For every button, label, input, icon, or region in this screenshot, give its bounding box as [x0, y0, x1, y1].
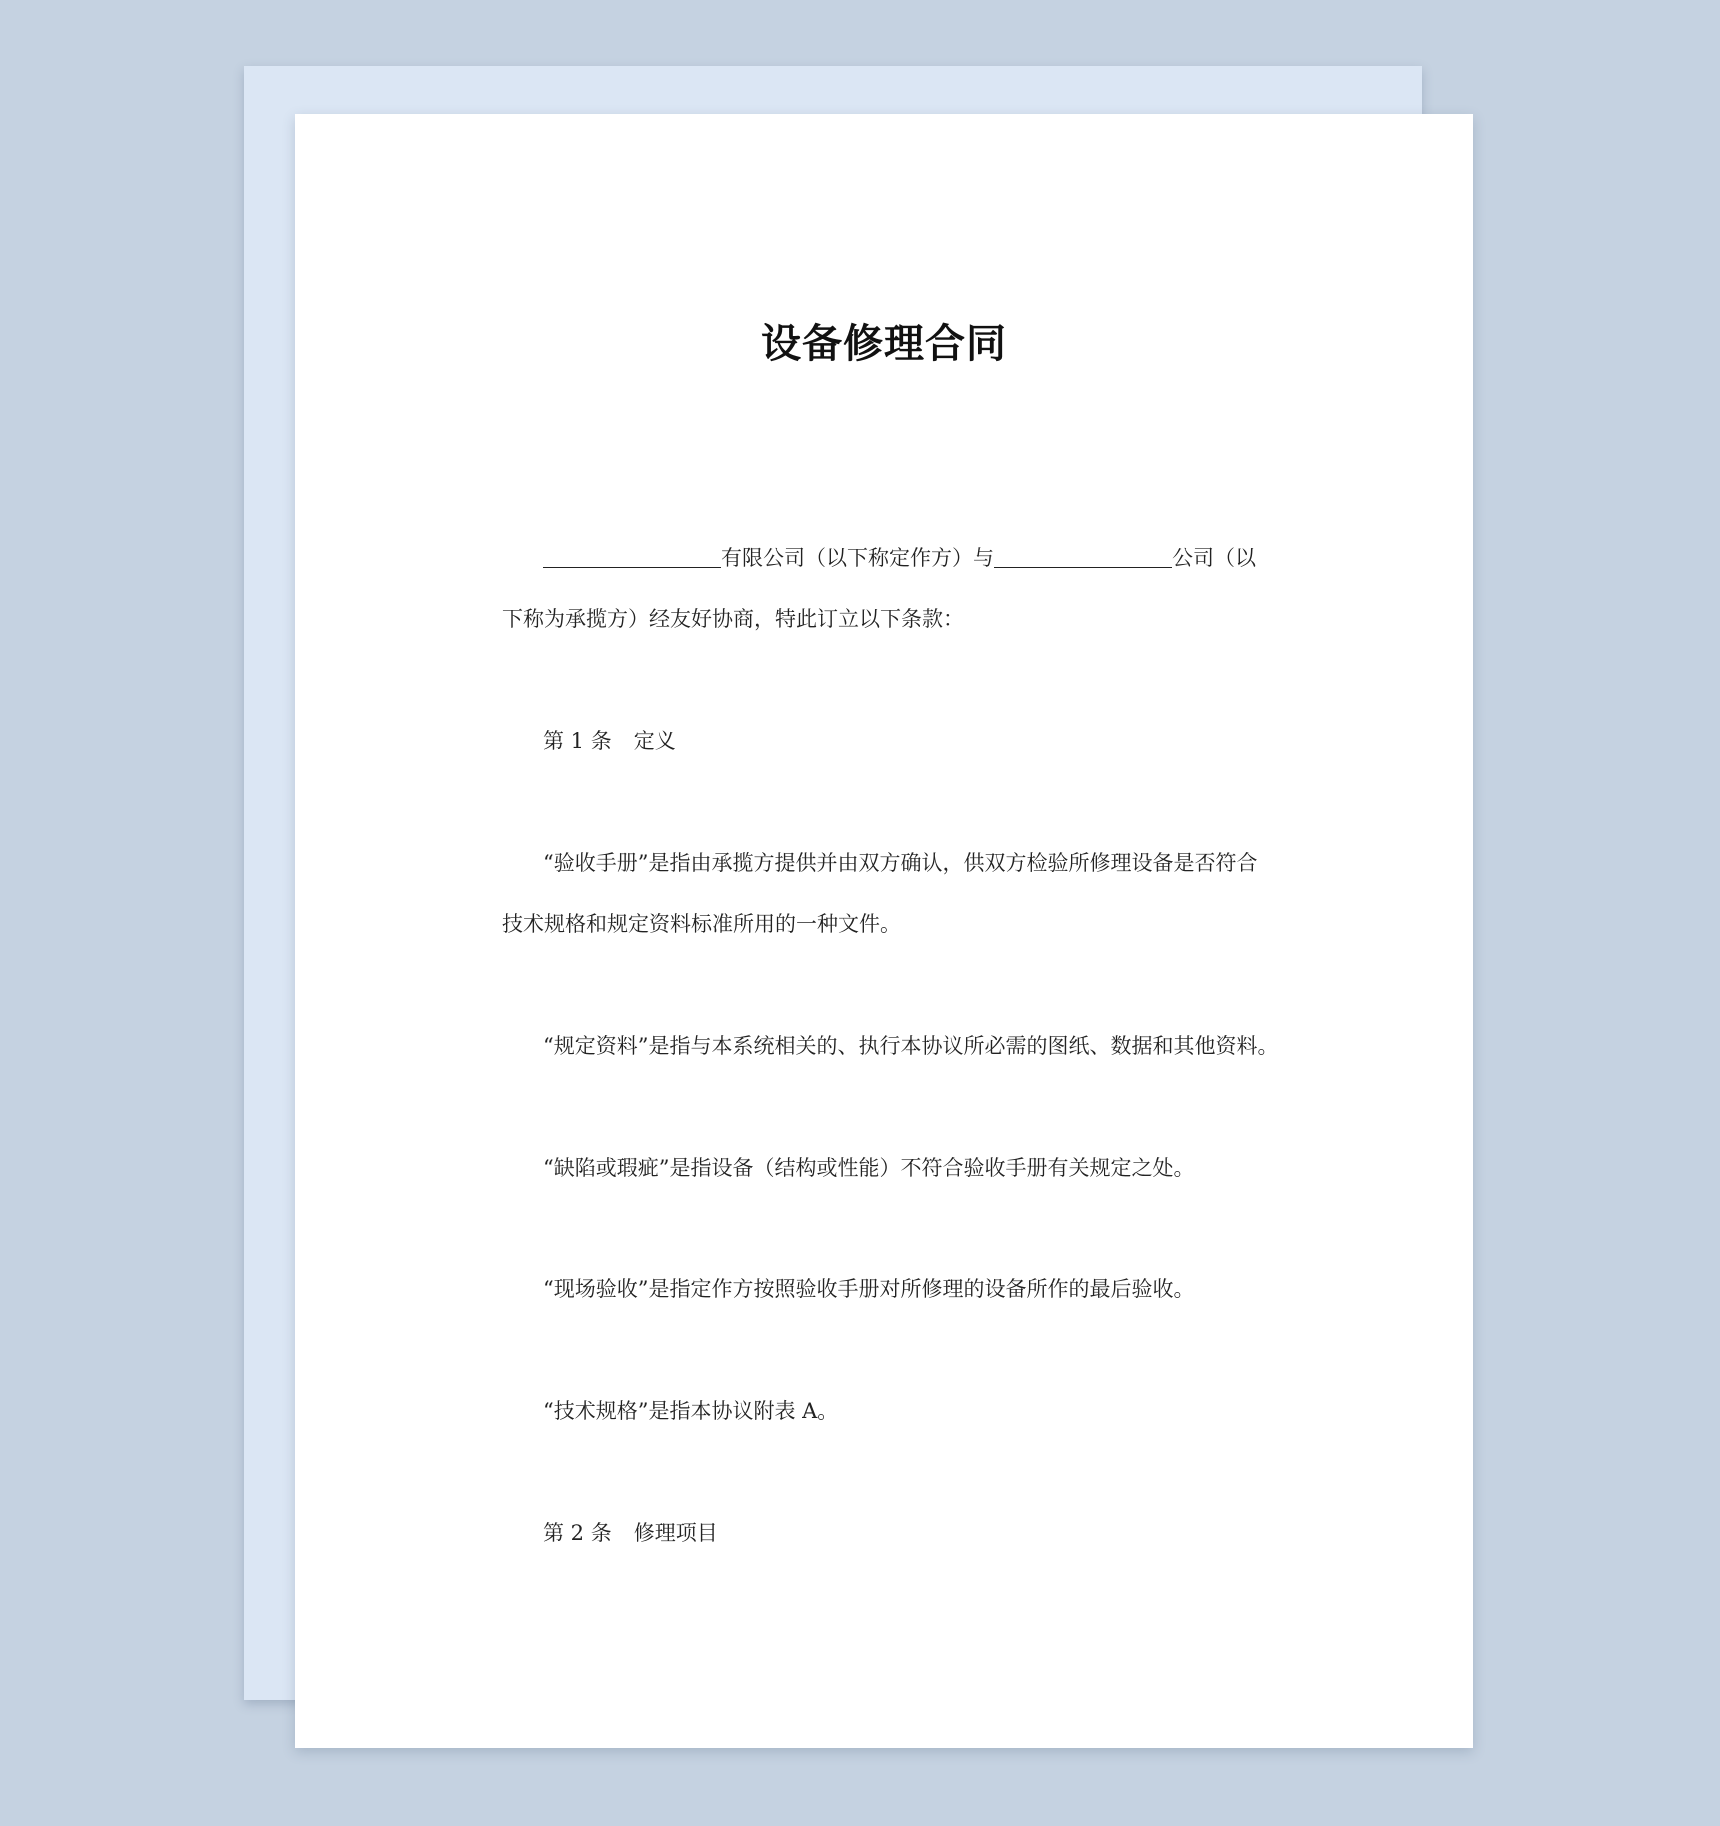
intro-text-part1: 有限公司（以下称定作方）与: [721, 546, 994, 570]
definition-technical-specs: “技术规格”是指本协议附表 A。: [543, 1399, 839, 1423]
article-1-number: 第 1 条: [543, 729, 612, 753]
article-2-heading: [543, 1519, 718, 1547]
definition-site-acceptance: “现场验收”是指定作方按照验收手册对所修理的设备所作的最后验收。: [543, 1277, 1195, 1301]
article-1-heading: [543, 727, 676, 755]
definition-acceptance-manual-line-2: 技术规格和规定资料标准所用的一种文件。: [502, 912, 901, 936]
party-a-blank-field[interactable]: [543, 567, 721, 568]
intro-line-2: 下称为承揽方）经友好协商，特此订立以下条款：: [502, 607, 964, 631]
intro-text-part2: 公司（以: [1172, 546, 1256, 570]
article-1-title: 定义: [633, 729, 676, 753]
definition-specified-materials: “规定资料”是指与本系统相关的、执行本协议所必需的图纸、数据和其他资料。: [543, 1034, 1279, 1058]
definition-defects: “缺陷或瑕疵”是指设备（结构或性能）不符合验收手册有关规定之处。: [543, 1156, 1195, 1180]
document-title: 设备修理合同: [761, 321, 1007, 367]
document-page: [295, 114, 1473, 1748]
intro-line-1: [543, 544, 1256, 572]
definition-acceptance-manual-line-1: “验收手册”是指由承揽方提供并由双方确认，供双方检验所修理设备是否符合: [543, 851, 1258, 875]
party-b-blank-field[interactable]: [994, 567, 1172, 568]
article-2-number: 第 2 条: [543, 1521, 612, 1545]
article-2-title: 修理项目: [633, 1521, 718, 1545]
